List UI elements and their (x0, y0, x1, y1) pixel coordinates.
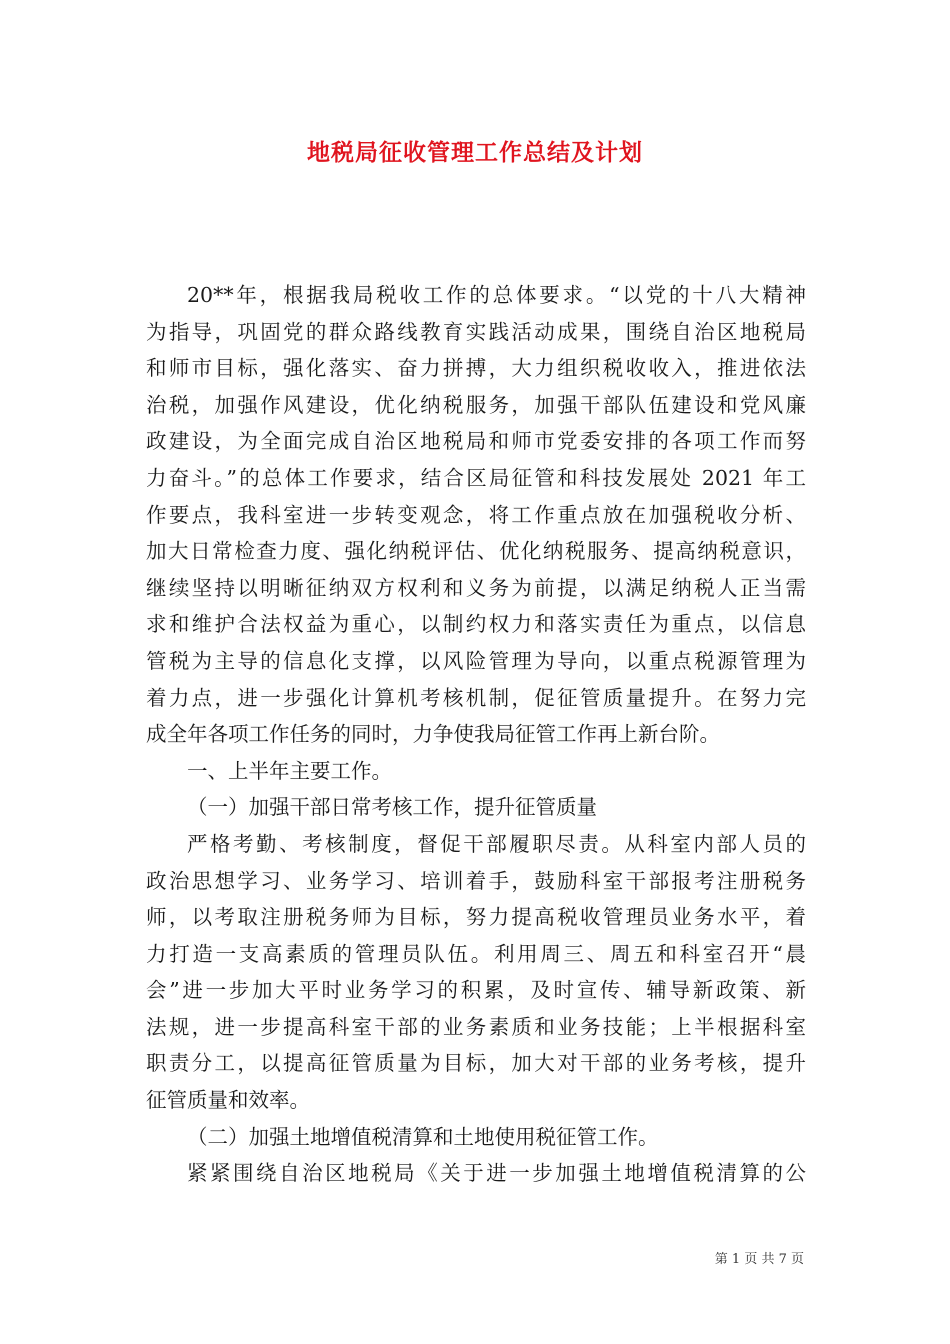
text-line: 严格考勤、考核制度，督促干部履职尽责。从科室内部人员的 (187, 831, 806, 856)
text-line: 师，以考取注册税务师为目标，努力提高税收管理员业务水平，着 (146, 905, 806, 930)
text-line: 一、上半年主要工作。 (187, 758, 392, 783)
text-line: 力打造一支高素质的管理员队伍。利用周三、周五和科室召开“晨 (146, 941, 806, 966)
text-line: 着力点，进一步强化计算机考核机制，促征管质量提升。在努力完 (146, 685, 806, 710)
text-line: 力奋斗。”的总体工作要求，结合区局征管和科技发展处 2021 年工 (146, 465, 806, 490)
text-line: 会”进一步加大平时业务学习的积累，及时宣传、辅导新政策、新 (146, 978, 806, 1003)
text-line: （二）加强土地增值税清算和土地使用税征管工作。 (187, 1124, 659, 1149)
document-title: 地税局征收管理工作总结及计划 (307, 139, 643, 166)
text-line: 法规，进一步提高科室干部的业务素质和业务技能；上半根据科室 (146, 1014, 806, 1039)
text-line: 作要点，我科室进一步转变观念，将工作重点放在加强税收分析、 (146, 502, 806, 527)
text-line: 继续坚持以明晰征纳双方权利和义务为前提，以满足纳税人正当需 (146, 575, 806, 600)
text-line: 加大日常检查力度、强化纳税评估、优化纳税服务、提高纳税意识， (146, 539, 806, 564)
text-line: 职责分工，以提高征管质量为目标，加大对干部的业务考核，提升 (146, 1051, 806, 1076)
text-line: 20**年，根据我局税收工作的总体要求。“以党的十八大精神 (187, 283, 806, 307)
text-line: 治税，加强作风建设，优化纳税服务，加强干部队伍建设和党风廉 (146, 392, 806, 417)
text-line: 求和维护合法权益为重心，以制约权力和落实责任为重点，以信息 (146, 612, 806, 637)
text-line: 和师市目标，强化落实、奋力拼搏，大力组织税收收入，推进依法 (146, 356, 806, 381)
text-line: 管税为主导的信息化支撑，以风险管理为导向，以重点税源管理为 (146, 648, 806, 673)
document-body (146, 277, 806, 1192)
text-line: 紧紧围绕自治区地税局《关于进一步加强土地增值税清算的公 (187, 1161, 806, 1186)
text-line: 政治思想学习、业务学习、培训着手，鼓励科室干部报考注册税务 (146, 868, 806, 893)
page-footer: 第 1 页 共 7 页 (714, 1252, 804, 1267)
text-line: 政建设，为全面完成自治区地税局和师市党委安排的各项工作而努 (146, 429, 806, 454)
text-line: 成全年各项工作任务的同时，力争使我局征管工作再上新台阶。 (146, 722, 720, 747)
text-line: 为指导，巩固党的群众路线教育实践活动成果，围绕自治区地税局 (146, 319, 806, 344)
text-line: 征管质量和效率。 (146, 1088, 310, 1113)
text-line: （一）加强干部日常考核工作，提升征管质量 (187, 795, 597, 820)
